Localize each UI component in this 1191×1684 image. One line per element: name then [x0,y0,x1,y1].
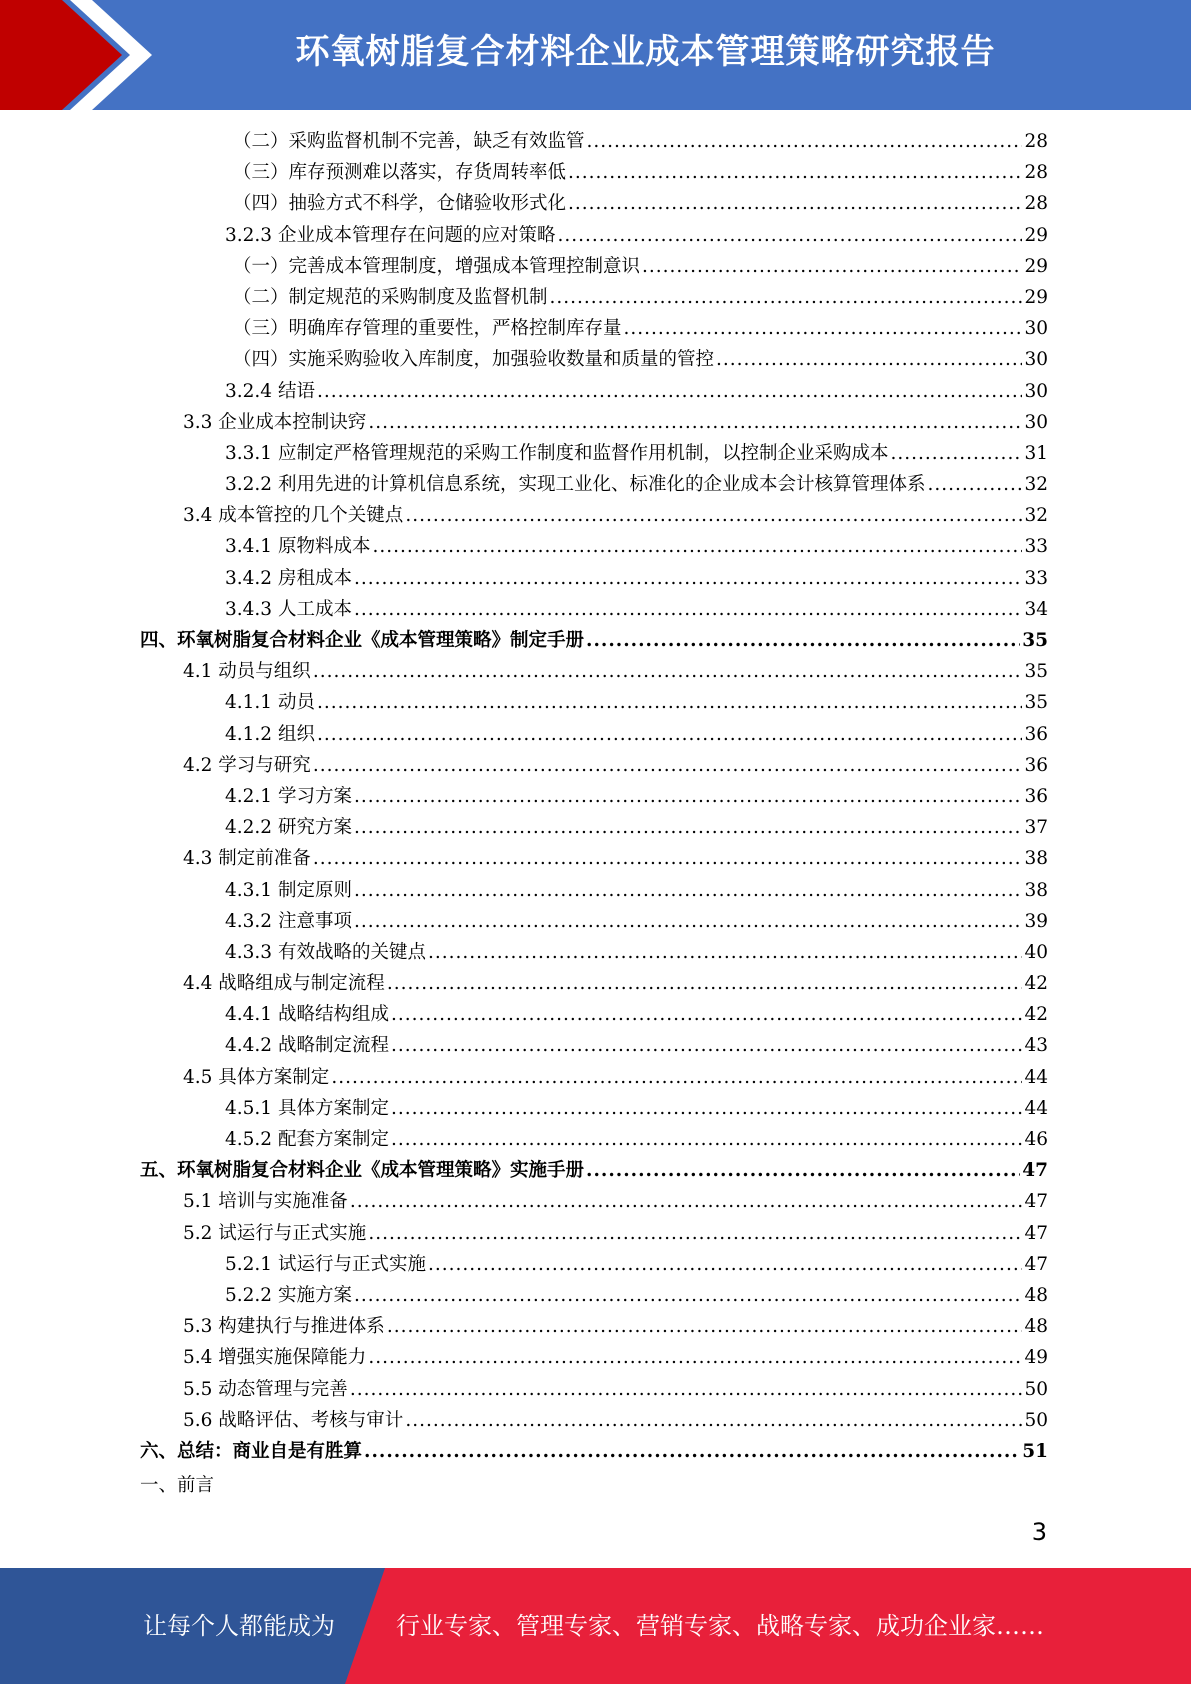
toc-entry[interactable] [140,1063,1048,1094]
toc-leader-dots [391,1098,1022,1119]
toc-entry-page: 47 [1024,1191,1048,1213]
toc-entry[interactable] [140,1437,1048,1468]
toc-entry-page: 50 [1024,1378,1048,1400]
toc-entry[interactable] [140,657,1048,688]
toc-entry-title: 5.2.2 实施方案 [225,1284,352,1306]
toc-entry-page: 48 [1024,1316,1048,1338]
toc-entry-title: 4.2.1 学习方案 [225,785,352,807]
toc-entry-title: 3.2.2 利用先进的计算机信息系统，实现工业化、标准化的企业成本会计核算管理体系 [225,474,926,496]
toc-entry-page: 46 [1024,1129,1048,1150]
footer-slogan-left: 让每个人都能成为 [143,1612,335,1640]
page-footer [0,1568,1191,1684]
toc-leader-dots [331,1067,1022,1088]
toc-entry-page: 34 [1024,598,1048,620]
toc-entry-title: 5.2.1 试运行与正式实施 [225,1253,426,1275]
toc-entry-title: 4.1 动员与组织 [183,661,311,683]
toc-entry[interactable] [140,876,1048,907]
toc-entry-page: 36 [1024,754,1048,776]
toc-entry-page: 50 [1024,1409,1048,1431]
toc-entry-title: 3.3 企业成本控制诀窍 [183,411,367,433]
toc-entry[interactable] [140,221,1048,252]
toc-leader-dots [317,724,1023,745]
toc-entry-title: 4.3.1 制定原则 [225,879,352,901]
toc-leader-dots [624,318,1023,339]
toc-entry-title: 5.1 培训与实施准备 [183,1191,348,1213]
toc-entry[interactable] [140,1312,1048,1343]
toc-leader-dots [368,1347,1022,1368]
toc-entry-title: 4.3 制定前准备 [183,848,311,870]
toc-entry-page: 37 [1024,817,1048,839]
toc-entry-title: 4.1.1 动员 [225,692,315,714]
toc-leader-dots [313,755,1023,776]
toc-entry[interactable] [140,1000,1048,1031]
toc-entry-title: 4.4 战略组成与制定流程 [183,973,385,995]
toc-entry-title: 4.3.3 有效战略的关键点 [225,941,426,963]
toc-entry-page: 35 [1024,661,1048,683]
toc-entry[interactable] [140,127,1048,158]
toc-leader-dots [368,412,1022,433]
toc-entry[interactable] [140,782,1048,813]
toc-leader-dots [428,942,1022,963]
trailing-heading-text: 一、前言 [140,1475,215,1496]
toc-leader-dots [313,661,1023,682]
toc-entry-title: 3.3.1 应制定严格管理规范的采购工作制度和监督作用机制，以控制企业采购成本 [225,442,889,464]
toc-entry-title: 4.5.1 具体方案制定 [225,1097,389,1119]
toc-entry[interactable] [140,158,1048,189]
toc-leader-dots [354,599,1023,620]
toc-leader-dots [391,1035,1022,1056]
toc-entry-title: 5.6 战略评估、考核与审计 [183,1409,404,1431]
toc-entry-title: 4.2.2 研究方案 [225,817,352,839]
toc-entry-title: （四）抽验方式不科学，仓储验收形式化 [233,193,567,215]
toc-entry-title: （二）制定规范的采购制度及监督机制 [233,286,548,308]
toc-entry-page: 42 [1024,1004,1048,1026]
toc-entry-page: 44 [1024,1066,1048,1088]
toc-entry[interactable] [140,1219,1048,1250]
toc-entry-title: 3.4.3 人工成本 [225,598,352,620]
toc-leader-dots [557,225,1022,246]
toc-entry-title: （三）明确库存管理的重要性，严格控制库存量 [233,318,622,340]
toc-entry[interactable] [140,189,1048,220]
toc-entry[interactable] [140,626,1048,657]
toc-leader-dots [587,131,1023,152]
toc-leader-dots [317,692,1023,713]
toc-entry-title: 5.3 构建执行与推进体系 [183,1316,385,1338]
toc-leader-dots [550,287,1023,308]
toc-entry-page: 49 [1024,1347,1048,1369]
toc-entry-page: 40 [1024,941,1048,963]
toc-entry-page: 43 [1024,1035,1048,1057]
toc-entry-title: 4.2 学习与研究 [183,754,311,776]
toc-entry-page: 35 [1024,692,1048,714]
toc-leader-dots [372,536,1022,557]
toc-entry-title: （四）实施采购验收入库制度，加强验收数量和质量的管控 [233,349,715,371]
toc-leader-dots [313,848,1023,869]
toc-entry[interactable] [140,813,1048,844]
toc-entry[interactable] [140,595,1048,626]
toc-entry-title: 五、环氧树脂复合材料企业《成本管理策略》实施手册 [140,1160,585,1182]
toc-entry-title: 4.5.2 配套方案制定 [225,1129,389,1150]
toc-entry-page: 32 [1024,474,1048,496]
toc-entry-page: 29 [1024,255,1048,277]
toc-entry-title: 4.4.1 战略结构组成 [225,1004,389,1026]
toc-entry[interactable] [140,844,1048,875]
toc-entry[interactable] [140,532,1048,563]
toc-entry-page: 39 [1024,910,1048,932]
toc-entry-title: 3.4.1 原物料成本 [225,536,371,558]
toc-leader-dots [354,880,1023,901]
toc-entry[interactable] [140,1031,1048,1062]
page-number: 3 [1031,1518,1047,1546]
toc-entry[interactable] [140,439,1048,470]
toc-entry-title: 4.5 具体方案制定 [183,1066,330,1088]
toc-leader-dots [568,193,1022,214]
toc-entry-title: 3.2.3 企业成本管理存在问题的应对策略 [225,224,556,246]
toc-entry-page: 30 [1024,411,1048,433]
toc-entry[interactable] [140,1343,1048,1374]
toc-entry-title: 四、环氧树脂复合材料企业《成本管理策略》制定手册 [140,630,585,651]
toc-leader-dots [405,505,1022,526]
toc-entry[interactable] [140,314,1048,345]
toc-leader-dots [405,1410,1022,1431]
toc-entry[interactable] [140,688,1048,719]
toc-entry[interactable] [140,751,1048,782]
toc-entry-page: 30 [1024,380,1048,402]
toc-entry-title: 六、总结：商业自是有胜算 [140,1440,363,1462]
toc-entry-page: 28 [1024,162,1048,184]
toc-entry-page: 47 [1024,1222,1048,1244]
toc-entry[interactable] [140,564,1048,595]
toc-entry[interactable] [140,969,1048,1000]
toc-leader-dots [350,1191,1023,1212]
toc-entry-page: 31 [1024,442,1048,464]
toc-entry-page: 51 [1022,1440,1048,1462]
toc-entry-title: 3.4.2 房租成本 [225,567,352,589]
toc-entry[interactable] [140,345,1048,376]
toc-entry[interactable] [140,1187,1048,1218]
toc-entry-page: 38 [1024,879,1048,901]
toc-entry-page: 33 [1024,567,1048,589]
toc-entry[interactable] [140,470,1048,501]
toc-leader-dots [354,911,1023,932]
toc-entry[interactable] [140,252,1048,283]
toc-leader-dots [716,349,1022,370]
toc-entry[interactable] [140,1094,1048,1125]
toc-entry-title: 4.3.2 注意事项 [225,910,352,932]
toc-leader-dots [391,1129,1022,1150]
toc-entry-page: 28 [1024,131,1048,152]
toc-entry[interactable] [140,283,1048,314]
toc-leader-dots [354,568,1023,589]
toc-entry-title: 3.4 成本管控的几个关键点 [183,505,404,527]
footer-slogan-right: 行业专家、管理专家、营销专家、战略专家、成功企业家…… [396,1612,1044,1640]
toc-entry[interactable] [140,377,1048,408]
trailing-heading [140,1471,214,1502]
toc-leader-dots [354,786,1023,807]
toc-entry-page: 35 [1022,630,1048,651]
toc-entry-title: （二）采购监督机制不完善，缺乏有效监管 [233,131,585,152]
toc-entry-page: 36 [1024,785,1048,807]
toc-leader-dots [428,1254,1022,1275]
toc-leader-dots [364,1441,1020,1462]
toc-entry[interactable] [140,1375,1048,1406]
toc-entry-page: 38 [1024,848,1048,870]
toc-leader-dots [387,973,1023,994]
toc-entry-title: 4.4.2 战略制定流程 [225,1035,389,1057]
toc-entry[interactable] [140,1125,1048,1156]
toc-leader-dots [368,1223,1022,1244]
toc-leader-dots [890,443,1022,464]
toc-entry-title: 5.5 动态管理与完善 [183,1378,348,1400]
toc-leader-dots [350,1379,1023,1400]
toc-entry[interactable] [140,1406,1048,1437]
toc-entry-page: 30 [1024,318,1048,340]
toc-leader-dots [354,1285,1023,1306]
toc-entry-title: 5.4 增强实施保障能力 [183,1347,367,1369]
toc-leader-dots [586,1160,1020,1181]
toc-leader-dots [387,1316,1023,1337]
toc-entry-page: 48 [1024,1284,1048,1306]
toc-entry[interactable] [140,501,1048,532]
toc-entry-page: 36 [1024,723,1048,745]
table-of-contents [140,127,1048,1468]
toc-entry[interactable] [140,720,1048,751]
toc-entry[interactable] [140,1250,1048,1281]
toc-entry[interactable] [140,1156,1048,1187]
toc-entry[interactable] [140,907,1048,938]
toc-leader-dots [391,1004,1022,1025]
document-title: 环氧树脂复合材料企业成本管理策略研究报告 [295,32,996,72]
toc-entry[interactable] [140,1281,1048,1312]
toc-entry-page: 47 [1022,1160,1048,1182]
toc-entry-title: 3.2.4 结语 [225,380,315,402]
toc-entry-page: 33 [1024,536,1048,558]
toc-leader-dots [568,162,1022,183]
toc-entry-page: 47 [1024,1253,1048,1275]
toc-entry[interactable] [140,408,1048,439]
toc-leader-dots [642,256,1022,277]
toc-entry-title: 5.2 试运行与正式实施 [183,1222,367,1244]
toc-entry-page: 44 [1024,1097,1048,1119]
toc-entry-page: 32 [1024,505,1048,527]
toc-leader-dots [927,474,1022,495]
toc-leader-dots [586,630,1020,651]
toc-leader-dots [317,381,1023,402]
toc-entry-page: 28 [1024,193,1048,215]
toc-entry-title: （一）完善成本管理制度，增强成本管理控制意识 [233,255,641,277]
page-header [0,0,1191,110]
toc-entry-page: 29 [1024,286,1048,308]
toc-entry-title: 4.1.2 组织 [225,723,315,745]
toc-entry-title: （三）库存预测难以落实，存货周转率低 [233,162,567,184]
toc-entry-page: 42 [1024,973,1048,995]
toc-leader-dots [354,817,1023,838]
toc-entry-page: 29 [1024,224,1048,246]
toc-entry-page: 30 [1024,349,1048,371]
toc-entry[interactable] [140,938,1048,969]
